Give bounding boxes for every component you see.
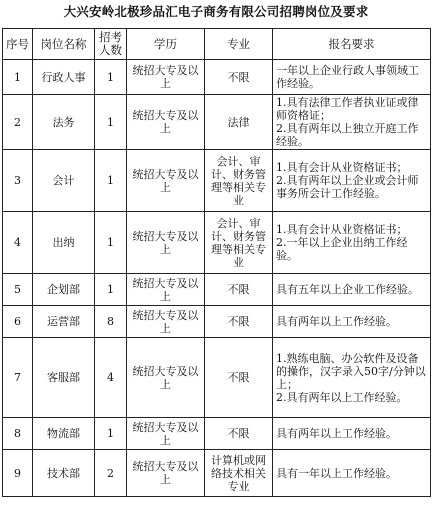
requirement-line: 1.具有会计从业资格证书； — [276, 161, 408, 174]
cell-major: 不限 — [205, 338, 273, 418]
header-major: 专业 — [205, 29, 273, 60]
cell-requirements — [273, 338, 431, 418]
cell-requirements — [273, 274, 431, 306]
header-education: 学历 — [127, 29, 205, 60]
requirement-line: 1.具有会计从业资格证书； — [276, 223, 408, 236]
cell-count: 4 — [95, 338, 127, 418]
cell-no: 9 — [3, 450, 33, 497]
cell-count: 8 — [95, 306, 127, 338]
table-row — [3, 274, 431, 306]
cell-position: 行政人事 — [33, 60, 95, 95]
requirement-line: 具有一年以上工作经验。 — [276, 466, 397, 480]
cell-major: 计算机或网络技术相关专业 — [205, 450, 273, 497]
cell-education: 统招大专及以上 — [127, 418, 205, 450]
cell-count: 1 — [95, 212, 127, 274]
table-row — [3, 212, 431, 274]
cell-education: 统招大专及以上 — [127, 60, 205, 95]
table-row — [3, 60, 431, 95]
cell-no: 8 — [3, 418, 33, 450]
table-row — [3, 338, 431, 418]
cell-count: 1 — [95, 60, 127, 95]
cell-requirements — [273, 212, 431, 274]
cell-requirements — [273, 95, 431, 150]
cell-education: 统招大专及以上 — [127, 338, 205, 418]
requirement-line: 1.具有法律工作者执业证或律师资格证； — [276, 96, 419, 122]
cell-education: 统招大专及以上 — [127, 95, 205, 150]
cell-requirements — [273, 150, 431, 212]
cell-count: 1 — [95, 150, 127, 212]
cell-count: 2 — [95, 450, 127, 497]
cell-position: 物流部 — [33, 418, 95, 450]
cell-major: 不限 — [205, 274, 273, 306]
table-row — [3, 95, 431, 150]
requirement-line: 具有两年以上工作经验。 — [276, 315, 397, 328]
cell-no: 1 — [3, 60, 33, 95]
cell-no: 3 — [3, 150, 33, 212]
requirement-line: 具有五年以上企业工作经验。 — [276, 283, 419, 296]
cell-position: 技术部 — [33, 450, 95, 497]
requirement-line: 2.一年以上企业出纳工作经验。 — [276, 236, 408, 262]
cell-position: 运营部 — [33, 306, 95, 338]
cell-major: 法律 — [205, 95, 273, 150]
cell-requirements — [273, 306, 431, 338]
table-row — [3, 150, 431, 212]
cell-position: 出纳 — [33, 212, 95, 274]
cell-requirements — [273, 450, 431, 497]
recruitment-table — [2, 28, 431, 497]
cell-education: 统招大专及以上 — [127, 450, 205, 497]
cell-no: 2 — [3, 95, 33, 150]
cell-position: 企划部 — [33, 274, 95, 306]
cell-education: 统招大专及以上 — [127, 212, 205, 274]
cell-requirements — [273, 60, 431, 95]
requirement-line: 2.具有两年以上独立开庭工作经验。 — [276, 122, 419, 148]
cell-count: 1 — [95, 418, 127, 450]
cell-education: 统招大专及以上 — [127, 150, 205, 212]
requirement-line: 一年以上企业行政人事领域工作经验。 — [276, 64, 419, 90]
cell-count: 1 — [95, 274, 127, 306]
cell-major: 不限 — [205, 306, 273, 338]
requirement-line: 具有两年以上工作经验。 — [276, 427, 397, 440]
requirement-line: 2.具有两年以上工作经验。 — [276, 390, 408, 404]
table-body — [3, 60, 431, 497]
cell-major: 不限 — [205, 418, 273, 450]
cell-no: 4 — [3, 212, 33, 274]
cell-education: 统招大专及以上 — [127, 306, 205, 338]
cell-no: 5 — [3, 274, 33, 306]
table-row — [3, 306, 431, 338]
document-title: 大兴安岭北极珍品汇电子商务有限公司招聘岗位及要求 — [63, 4, 369, 19]
cell-position: 法务 — [33, 95, 95, 150]
cell-no: 7 — [3, 338, 33, 418]
cell-position: 会计 — [33, 150, 95, 212]
table-row — [3, 418, 431, 450]
header-position: 岗位名称 — [33, 29, 95, 60]
table-header-row — [3, 29, 431, 60]
requirement-line: 2.具有两年以上企业或会计师事务所会计工作经验。 — [276, 174, 419, 200]
requirement-line: 1.熟练电脑、办公软件及设备的操作，汉字录入50字/分钟以上； — [276, 351, 426, 391]
cell-major: 会计、审计、财务管理等相关专业 — [205, 212, 273, 274]
header-no: 序号 — [3, 29, 33, 60]
cell-no: 6 — [3, 306, 33, 338]
header-requirements: 报名要求 — [273, 29, 431, 60]
header-count: 招考人数 — [95, 29, 127, 60]
cell-education: 统招大专及以上 — [127, 274, 205, 306]
cell-position: 客服部 — [33, 338, 95, 418]
cell-major: 不限 — [205, 60, 273, 95]
cell-requirements — [273, 418, 431, 450]
cell-count: 1 — [95, 95, 127, 150]
cell-major: 会计、审计、财务管理等相关专业 — [205, 150, 273, 212]
table-row — [3, 450, 431, 497]
